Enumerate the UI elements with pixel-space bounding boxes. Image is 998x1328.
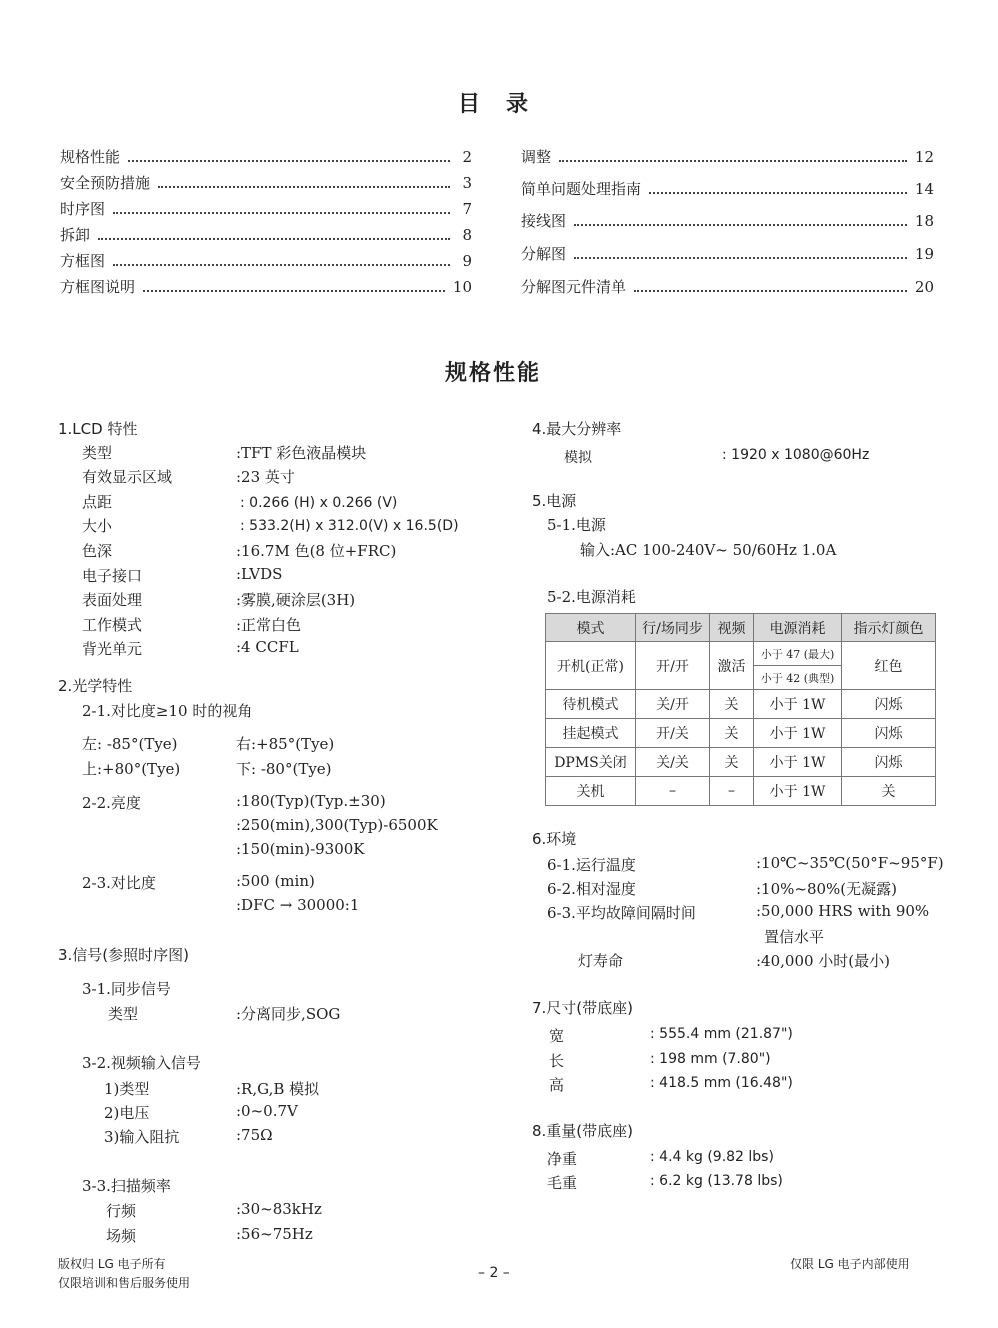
column-header: 视频 (710, 614, 754, 642)
resolution-heading: 4.最大分辨率 (532, 420, 622, 438)
lcd-label: 类型 (82, 444, 113, 462)
table-cell: 挂起模式 (546, 719, 636, 748)
column-header: 模式 (546, 614, 636, 642)
viewing-angle-right: 右:+85°(Tye) (236, 735, 335, 753)
dimension-value: : 418.5 mm (16.48") (650, 1075, 793, 1091)
scan-value: :30~83kHz (236, 1200, 322, 1218)
toc-page: 9 (462, 252, 472, 270)
toc-page: 7 (462, 200, 472, 218)
lcd-value: :正常白色 (236, 616, 302, 634)
env-label: 6-1.运行温度 (547, 856, 636, 874)
toc-leader (634, 290, 907, 292)
table-cell: 小于 47 (最大) (754, 642, 842, 666)
page-number: – 2 – (478, 1265, 510, 1281)
toc-leader (574, 224, 907, 226)
toc-page: 2 (462, 148, 472, 166)
mtbf-value-cont: 置信水平 (764, 928, 825, 946)
footer-copyright: 版权归 LG 电子所有 (58, 1257, 166, 1271)
sync-value: :分离同步,SOG (236, 1005, 341, 1023)
video-label: 2)电压 (104, 1104, 150, 1122)
table-cell: 小于 42 (典型) (754, 666, 842, 690)
table-cell: 关 (710, 690, 754, 719)
table-cell: 闪烁 (842, 748, 936, 777)
toc-item[interactable] (60, 250, 472, 271)
lcd-value: :4 CCFL (236, 638, 299, 656)
scan-label: 行频 (106, 1202, 137, 1220)
lcd-value: :16.7M 色(8 位+FRC) (236, 542, 397, 560)
toc-label: 调整 (521, 148, 552, 166)
video-value: :0~0.7V (236, 1102, 298, 1120)
video-label: 1)类型 (104, 1080, 150, 1098)
table-cell: 闪烁 (842, 719, 936, 748)
toc-page: 12 (914, 148, 934, 166)
environment-heading: 6.环境 (532, 830, 577, 848)
env-value: :10%~80%(无凝露) (756, 880, 898, 898)
sync-label: 类型 (108, 1005, 139, 1023)
table-cell: 闪烁 (842, 690, 936, 719)
toc-leader (649, 192, 907, 194)
dimension-heading: 7.尺寸(带底座) (532, 999, 634, 1017)
column-header: 行/场同步 (636, 614, 710, 642)
toc-page: 14 (914, 180, 934, 198)
table-cell: 关 (710, 748, 754, 777)
toc-item[interactable] (521, 178, 934, 199)
lamp-life-value: :40,000 小时(最小) (756, 952, 891, 970)
lcd-value: :雾膜,硬涂层(3H) (236, 591, 356, 609)
lcd-label: 表面处理 (82, 591, 143, 609)
viewing-angle-left: 左: -85°(Tye) (82, 735, 178, 753)
toc-label: 规格性能 (60, 148, 121, 166)
table-cell: 小于 1W (754, 748, 842, 777)
toc-label: 拆卸 (60, 226, 91, 244)
table-cell: 关 (842, 777, 936, 806)
table-cell: 关/关 (636, 748, 710, 777)
lcd-label: 工作模式 (82, 616, 143, 634)
toc-leader (574, 257, 907, 259)
toc-page: 3 (462, 174, 472, 192)
dimension-label: 长 (549, 1052, 565, 1070)
toc-leader (158, 186, 450, 188)
toc-label: 接线图 (521, 212, 567, 230)
lcd-label: 色深 (82, 542, 113, 560)
lcd-label: 大小 (82, 517, 113, 535)
toc-item[interactable] (60, 224, 472, 245)
dimension-value: : 198 mm (7.80") (650, 1051, 771, 1067)
lcd-value: : 533.2(H) x 312.0(V) x 16.5(D) (240, 518, 459, 534)
resolution-value: : 1920 x 1080@60Hz (722, 447, 870, 463)
toc-leader (98, 238, 450, 240)
brightness-value: :150(min)-9300K (236, 840, 365, 858)
toc-label: 安全预防措施 (60, 174, 151, 192)
toc-item[interactable] (521, 210, 934, 231)
contrast-value: :DFC → 30000:1 (236, 896, 360, 914)
toc-page: 18 (914, 212, 934, 230)
table-cell: 关/开 (636, 690, 710, 719)
lcd-label: 点距 (82, 493, 113, 511)
signal-heading: 3.信号(参照时序图) (58, 946, 190, 964)
lcd-value: :TFT 彩色液晶模块 (236, 444, 367, 462)
lamp-life-label: 灯寿命 (578, 952, 624, 970)
table-row (546, 777, 936, 806)
column-header: 指示灯颜色 (842, 614, 936, 642)
toc-item[interactable] (521, 146, 934, 167)
weight-heading: 8.重量(带底座) (532, 1122, 634, 1140)
lcd-value: : 0.266 (H) x 0.266 (V) (240, 495, 398, 511)
table-row (546, 690, 936, 719)
viewing-angle-up: 上:+80°(Tye) (82, 760, 181, 778)
table-cell: 待机模式 (546, 690, 636, 719)
env-value: :10℃~35℃(50°F~95°F) (756, 854, 944, 872)
toc-label: 方框图 (60, 252, 106, 270)
power-input: 输入:AC 100-240V~ 50/60Hz 1.0A (580, 541, 837, 559)
toc-page: 10 (452, 278, 472, 296)
dimension-value: : 555.4 mm (21.87") (650, 1026, 793, 1042)
table-cell: 小于 1W (754, 777, 842, 806)
brightness-value: :250(min),300(Typ)-6500K (236, 816, 438, 834)
mtbf-label: 6-3.平均故障间隔时间 (547, 904, 696, 922)
toc-item[interactable] (60, 146, 472, 167)
table-cell: 激活 (710, 642, 754, 690)
toc-title: 目 录 (458, 92, 531, 117)
lcd-value: :23 英寸 (236, 468, 295, 486)
toc-leader (559, 160, 907, 162)
toc-item[interactable] (60, 276, 472, 297)
video-subheading: 3-2.视频输入信号 (82, 1054, 201, 1072)
toc-item[interactable] (60, 172, 472, 193)
toc-page: 8 (462, 226, 472, 244)
table-cell: – (710, 777, 754, 806)
footer-internal: 仅限 LG 电子内部使用 (790, 1257, 910, 1271)
env-label: 6-2.相对湿度 (547, 880, 636, 898)
table-cell: 关机 (546, 777, 636, 806)
lcd-value: :LVDS (236, 565, 283, 583)
column-header: 电源消耗 (754, 614, 842, 642)
lcd-label: 背光单元 (82, 640, 143, 658)
toc-page: 19 (914, 245, 934, 263)
weight-value: : 4.4 kg (9.82 lbs) (650, 1149, 774, 1165)
dimension-label: 宽 (549, 1027, 565, 1045)
table-header-row (546, 614, 936, 642)
weight-label: 净重 (547, 1150, 578, 1168)
table-cell: 小于 1W (754, 719, 842, 748)
table-cell: 开机(正常) (546, 642, 636, 690)
video-value: :75Ω (236, 1126, 273, 1144)
table-cell: 关 (710, 719, 754, 748)
toc-label: 方框图说明 (60, 278, 136, 296)
spec-title: 规格性能 (445, 361, 542, 386)
viewing-angle-down: 下: -80°(Tye) (236, 760, 332, 778)
toc-label: 简单问题处理指南 (521, 180, 642, 198)
table-cell: 开/关 (636, 719, 710, 748)
lcd-label: 电子接口 (82, 567, 143, 585)
lcd-heading: 1.LCD 特性 (58, 420, 138, 438)
resolution-label: 模拟 (564, 450, 592, 466)
toc-page: 20 (914, 278, 934, 296)
power-consumption-subheading: 5-2.电源消耗 (547, 588, 636, 606)
mtbf-value: :50,000 HRS with 90% (756, 902, 930, 920)
footer-usage: 仅限培训和售后服务使用 (58, 1276, 191, 1290)
table-cell: 红色 (842, 642, 936, 690)
contrast-subheading: 2-3.对比度 (82, 874, 156, 892)
table-row (546, 719, 936, 748)
toc-leader (128, 160, 450, 162)
toc-label: 分解图 (521, 245, 567, 263)
table-cell: – (636, 777, 710, 806)
weight-value: : 6.2 kg (13.78 lbs) (650, 1173, 783, 1189)
power-supply-subheading: 5-1.电源 (547, 516, 606, 534)
power-consumption-table (545, 613, 936, 806)
table-cell: 小于 1W (754, 690, 842, 719)
toc-leader (143, 290, 445, 292)
sync-subheading: 3-1.同步信号 (82, 980, 171, 998)
toc-label: 分解图元件清单 (521, 278, 627, 296)
weight-label: 毛重 (547, 1174, 578, 1192)
table-cell: DPMS关闭 (546, 748, 636, 777)
table-row (546, 748, 936, 777)
toc-item[interactable] (521, 276, 934, 297)
optical-heading: 2.光学特性 (58, 677, 133, 695)
toc-item[interactable] (60, 198, 472, 219)
power-heading: 5.电源 (532, 492, 577, 510)
contrast-value: :500 (min) (236, 872, 315, 890)
scan-subheading: 3-3.扫描频率 (82, 1177, 171, 1195)
table-row (546, 642, 936, 666)
brightness-subheading: 2-2.亮度 (82, 794, 141, 812)
scan-value: :56~75Hz (236, 1225, 313, 1243)
toc-label: 时序图 (60, 200, 106, 218)
scan-label: 场频 (106, 1227, 137, 1245)
lcd-label: 有效显示区域 (82, 468, 173, 486)
video-label: 3)输入阻抗 (104, 1128, 180, 1146)
toc-leader (113, 264, 450, 266)
video-value: :R,G,B 模拟 (236, 1080, 320, 1098)
table-cell: 开/开 (636, 642, 710, 690)
toc-leader (113, 212, 450, 214)
brightness-value: :180(Typ)(Typ.±30) (236, 792, 386, 810)
viewing-angle-subheading: 2-1.对比度≥10 时的视角 (82, 702, 253, 720)
dimension-label: 高 (549, 1076, 565, 1094)
toc-item[interactable] (521, 243, 934, 264)
